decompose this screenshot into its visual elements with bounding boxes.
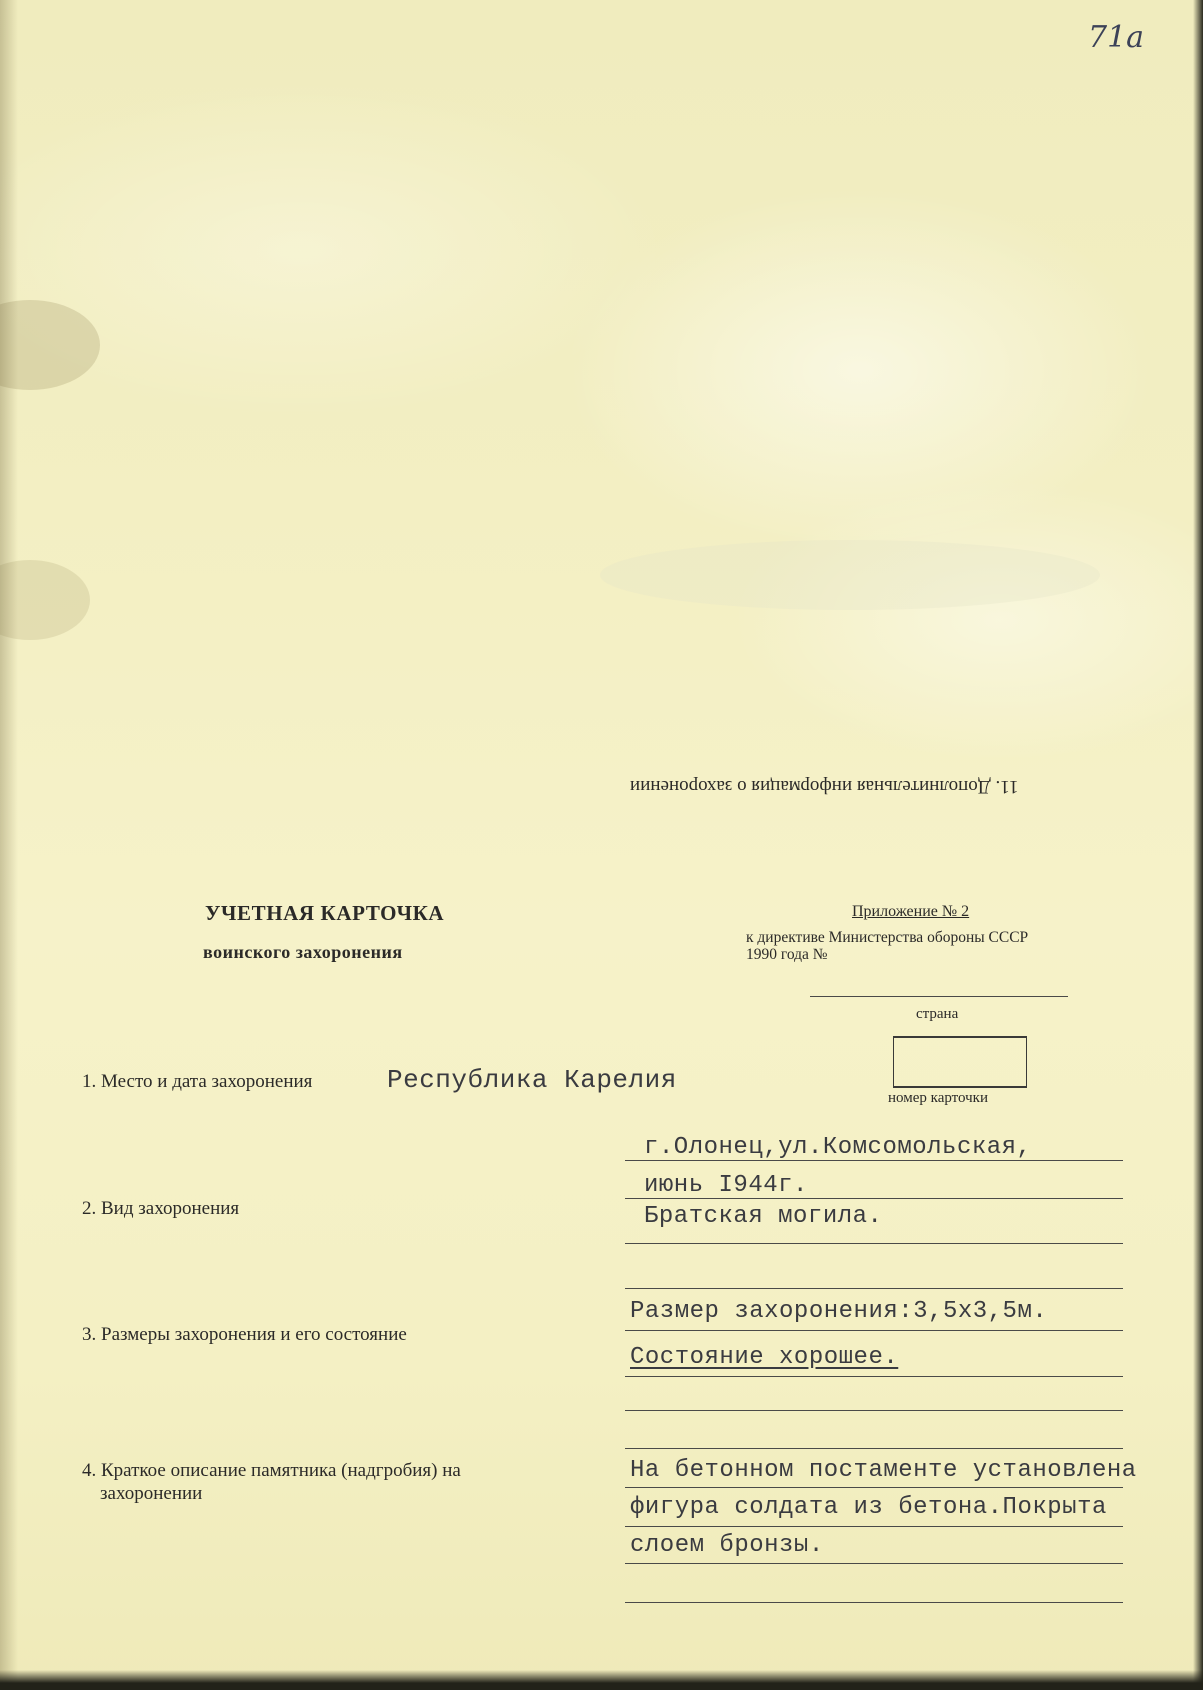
field-3-line xyxy=(625,1376,1123,1377)
scan-edge-right xyxy=(1193,0,1203,1690)
field-3-line xyxy=(625,1410,1123,1411)
field-2-value: Братская могила. xyxy=(644,1203,883,1230)
upside-down-section-title: 11. Дополнительная информация о захоронении xyxy=(630,776,1019,797)
directive-line-2: 1990 года № xyxy=(746,946,828,963)
field-3-label: 3. Размеры захоронения и его состояние xyxy=(82,1324,407,1345)
field-4-line xyxy=(625,1563,1123,1564)
country-label: страна xyxy=(916,1006,959,1022)
directive-line-1: к директиве Министерства обороны СССР xyxy=(746,929,1029,946)
field-2-line xyxy=(625,1243,1123,1244)
field-3-value-condition: Состояние хорошее. xyxy=(630,1344,899,1371)
field-1-value-address: г.Олонец,ул.Комсомольская, xyxy=(644,1134,1032,1161)
field-3-value-size: Размер захоронения:3,5х3,5м. xyxy=(630,1298,1048,1325)
field-4-line xyxy=(625,1448,1123,1449)
field-4-label-line-2: захоронении xyxy=(100,1483,203,1504)
card-number-label: номер карточки xyxy=(888,1090,988,1106)
field-4-value-line-3: слоем бронзы. xyxy=(630,1532,824,1559)
card-subtitle: воинского захоронения xyxy=(203,942,403,962)
card-number-box xyxy=(893,1036,1027,1088)
field-1-label: 1. Место и дата захоронения xyxy=(82,1071,313,1092)
field-1-value-date: июнь I944г. xyxy=(644,1172,808,1199)
field-2-line xyxy=(625,1288,1123,1289)
field-4-line xyxy=(625,1526,1123,1527)
field-4-value-line-2: фигура солдата из бетона.Покрыта xyxy=(630,1494,1107,1521)
field-4-value-line-1: На бетонном постаменте установлена xyxy=(630,1457,1137,1484)
field-4-label-line-1: 4. Краткое описание памятника (надгробия) на xyxy=(82,1460,461,1481)
card-title: УЧЕТНАЯ КАРТОЧКА xyxy=(205,901,445,925)
handwritten-page-number: 71а xyxy=(1088,20,1145,55)
paper-edge-left xyxy=(0,0,18,1690)
field-1-line xyxy=(625,1198,1123,1199)
field-2-label: 2. Вид захоронения xyxy=(82,1198,240,1219)
paper-stain xyxy=(600,540,1100,610)
field-1-line xyxy=(625,1160,1123,1161)
country-line xyxy=(810,996,1068,997)
field-4-line xyxy=(625,1602,1123,1603)
field-1-value-region: Республика Карелия xyxy=(387,1065,677,1095)
scan-edge-bottom xyxy=(0,1670,1203,1690)
field-3-line xyxy=(625,1330,1123,1331)
field-4-line xyxy=(625,1487,1123,1488)
annex-label: Приложение № 2 xyxy=(852,903,970,920)
